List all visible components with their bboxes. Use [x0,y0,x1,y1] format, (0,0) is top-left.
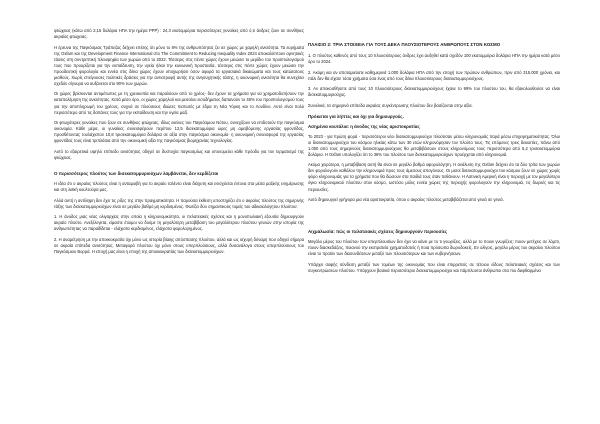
paragraph: φτώχειας (κάτω από 2,15 δολάρια ΗΠΑ την ημέρα PPP) : 24,3 εκατομμύρια περισσότερες γυναίκες από ό,τι άνδρες ζουν σε συνθήκες ακραίας φτώχειας. [54,28,304,40]
paragraph: Αυτό δημιουργεί γρήγορα μια νέα αριστοκρατία, όπου ο ακραίος πλούτος μεταβιβάζεται από γενιά σε γενιά. [308,197,504,203]
paragraph: Το 2023 - για πρώτη φορά - περισσότεροι νέοι δισεκατομμυριούχοι πλούτισαν μέσω κληρονομιάς παρά μέσω επιχειρηματικότητας. Όλοι οι δισεκατομμυριούχοι του κόσμου ηλικίας κάτω των 30 ετών κληρονόμησαν τον πλούτο τους. Τις επόμενες τρεις δεκαετίες, πάνω από 1.000 από τους σημερινούς δισεκατομμυριούχους θα μεταβιβάσουν στους κληρονόμους τους περισσότερα από 5,2 τρισεκατομμύρια δολάρια. Η Oxfam υπολογίζει ότι το 36% του πλούτου των δισεκατομμυριούχων προέρχεται από κληρονομιά. [308,133,560,157]
paragraph: Οι φτωχότερες γυναίκες που ζουν σε συνθήκες φτώχειας, ιδίως εκείνες του Παγκόσμιου Νότου, συνεχίζουν να επιδοτούν την παγκόσμια οικονομία. Κάθε μέρα, οι γυναίκες συνεισφέρουν περίπου 12,5 δισεκατομμύρια ώρες μη αμειβόμενης εργασίας φροντίδας, προσθέτοντας τουλάχιστον 10,8 τρισεκατομμύρια δολάρια σε αξία στην παγκόσμια οικονομία- η οικονομική συνεισφορά της εργασίας φροντίδας τους είναι τριπλάσια από την οικονομική αξία της παγκόσμιας βιομηχανίας τεχνολογίας. [54,120,304,144]
list-item: 1. Η άνοδος μιας νέας ολιγαρχίας στην οποία η κληρονομικότητα, οι πελατειακές σχέσεις και η μονοπωλιακή εξουσία δημιουργούν ακραίο πλούτο. Ανεξέλεγκτα, είμαστε έτοιμοι να δούμε τη μεγαλύτερη μεταβίβαση του μεγαλύτερου πλούτου γενεών στην ιστορία της ανθρωπότητας να παραδίδεται - ελάχιστα κερδισμένος, ελάχιστα φορολογημένος. [54,214,304,232]
paragraph: Αυτό το εξαιρετικά υψηλό επίπεδο ανισότητας οδηγεί σε δυστυχία παγκοσμίως και υπονομεύει κάθε πρόοδο για τον τερματισμό της φτώχειας. [54,148,304,160]
list-item: 2. Η αναμέτρηση με την αποικιοκρατία όχι μόνο ως ιστορία βίαιης απόσπασης πλούτου, αλλά και ως ισχυρή δύναμη που οδηγεί σήμερα σε ακραία επίπεδα ανισότητας. Μεταφορά πλούτου όχι μόνο στους υπερπλούσιους, αλλά δυσανάλογα στους υπερπλούσιους του Παγκόσμιου Βορρά. Η εποχή μας είναι η εποχή της αποικιοκρατίας των δισεκατομμυριούχων. [54,236,304,254]
section-heading-capture: Αιχμαλωσία: πώς οι πελατειακές σχέσεις δημιουργούν περιουσίες [308,229,448,235]
box-item: 2. Ακόμη και αν αποταμιεύατε καθημερινά 1.000 δολάρια ΗΠΑ από την εποχή των πρώτων ανθρώπων, πριν από 315.000 χρόνια, και πάλι δεν θα είχατε τόσα χρήματα όσα ένας από τους δέκα πλουσιότερους δισεκατομμυριούχους. [308,69,560,81]
paragraph: Ακόμα χειρότερα, η μεταβίβαση αυτή θα είναι σε μεγάλο βαθμό αφορολόγητη. Η ανάλυση της Oxfam δείχνει ότι τα δύο τρίτα των χωρών δεν φορολογούν καθόλου την κληρονομιά προς τους άμεσους απογόνους. Οι μισοί δισεκατομμυριούχοι του κόσμου ζουν σε χώρες χωρίς φόρο κληρονομιάς για τα χρήματα που θα δώσουν στα παιδιά τους όταν πεθάνουν. Η Λατινική Αμερική είναι η περιοχή με τον μεγαλύτερο όγκο κληρονομικού πλούτου στον κόσμο, ωστόσο μόλις εννέα χώρες της περιοχής φορολογούν την κληρονομιά, τις δωρεές και τις περιουσίες. [308,162,560,192]
left-column [54,28,304,259]
box-title: ΠΛΑΙΣΙΟ 2: ΤΡΙΑ ΣΤΟΙΧΕΙΑ ΓΙΑ ΤΟΥΣ ΔΕΚΑ ΠΛΟΥΣΙΟΤΕΡΟΥΣ ΑΝΘΡΩΠΟΥΣ ΣΤΟΝ ΚΟΣΜΟ [308,42,501,47]
section-heading-unearned-wealth: Ο περισσότερος πλούτος των δισεκατομμυριούχων λαμβάνεται, δεν κερδίζεται [54,170,219,176]
paragraph: Οι χώρες βρίσκονται αντιμέτωπες με τη χρεοκοπία και παραλύουν από το χρέος- δεν έχουν τα χρήματα για να χρηματοδοτήσουν την καταπολέμηση της ανισότητας. Κατά μέσο όρο, οι χώρες χαμηλού και μεσαίου εισοδήματος δαπανούν το 48% του προϋπολογισμού τους για την αποπληρωμή του χρέους, συχνά σε πλούσιους ιδιώτες πιστωτές με έδρα τη Νέα Υόρκη και το Λονδίνο. Αυτό είναι πολύ περισσότερο από τις δαπάνες τους για την εκπαίδευση και την υγεία μαζί. [54,91,304,115]
paragraph: Η ιδέα ότι ο ακραίος πλούτος είναι η ανταμοιβή για το ακραίο ταλέντο είναι διάχυτη και ενισχύεται έντονα στα μέσα μαζικής ενημέρωσης και στη λαϊκή κουλτούρα μας. [54,180,304,192]
box-item: 1. Ο πλούτος καθενός από τους 10 πλουσιότερους άνδρες έχει αυξηθεί κατά σχεδόν 100 εκατομμύρια δολάρια ΗΠΑ την ημέρα κατά μέσο όρο το 2024. [308,53,560,65]
bold-statement: Πρόκειται για λήπτες και όχι για δημιουργούς. [308,113,404,119]
right-column [308,42,560,278]
paragraph: Η έρευνα της Παγκόσμιας Τράπεζας δείχνει επίσης ότι μόνο το 8% της ανθρωπότητας ζει σε χώρες με χαμηλή ανισότητα. Τα ευρήματα της Oxfam και της Development Finance International στο The Commitment to Reducing Inequality Index 2024 αποκαλύπτουν αρνητικές τάσεις στη συντριπτική πλειοψηφία των χωρών από το 2022. Τέσσερις στις πέντε χώρες έχουν μειώσει το μερίδιο του προϋπολογισμού τους που προορίζεται για την εκπαίδευση, την υγεία ή/και την κοινωνική προστασία, τέσσερις στις πέντε χώρες έχουν μειώσει την προοδευτική φορολογία και εννέα στις δέκα χώρες έχουν υποχωρήσει όσον αφορά τα εργασιακά δικαιώματα και τους κατώτατους μισθούς. Χωρίς επείγουσες πολιτικές δράσεις για την αντιστροφή αυτής της ανησυχητικής τάσης, η οικονομική ανισότητα θα συνεχίσει σχεδόν σίγουρα να αυξάνεται στο 90% των χωρών. [54,44,304,86]
paragraph: Αλλά αυτή η αντίληψη δεν έχει τις ρίζες της στην πραγματικότητα. Η παρούσα έκθεση υποστηρίζει ότι ο ακραίος πλούτος της σημερινής τάξης των δισεκατομμυριούχων είναι σε μεγάλο βαθμό μη κερδισμένος. Φωτίζει δύο σημαντικούς τομείς του αδικαιολόγητου πλούτου: [54,197,304,209]
box-item: 3. Αν αποκοσθήσετε από τους 10 πλουσιότερους δισεκατομμυριούχους έχανε το 99% του πλούτου του, θα εξακολουθούσε να είναι δισεκατομμυριούχος. [308,86,560,98]
paragraph: Υπάρχει σαφής σύνδεση μεταξύ των τομέων της οικονομίας που είναι επιρρεπείς σε τέτοιου είδους πελατειακές σχέσεις και των συγκεντρώσεων πλούτου. Υπάρχουν βασικά περισσότεροι δισεκατομμυριούχοι και πάμπλουτοι άνθρωποι στα πιο διεφθαρμένα [308,261,560,273]
paragraph: Μεγάλο μέρος του πλούτου των υπερπλουσίων δεν έχει να κάνει με το τι γνωρίζεις, αλλά με το ποιον γνωρίζεις: ποιον μετέχεις σε λόμπι, ποιον διασκεδάζεις, ποιανού την εκστρατεία χρηματοδοτείς ή ποια πρόσωπα δωροδοκείς. Εν ολίγοις, μεγάλο μέρος του ακραίου πλούτου είναι το προϊόν των διασυνδέσεων μεταξύ των πλουσιότερων και των κυβερνήσεων. [308,239,560,257]
section-heading-aristocracy: Ασημένια κουτάλια: η άνοδος της νέας αριστοκρατίας [308,123,420,129]
summary-text: Συνολικά, τα σημερινά επίπεδα ακραίας συγκέντρωσης πλούτου δεν βασίζονται στην αξία. [308,102,473,108]
